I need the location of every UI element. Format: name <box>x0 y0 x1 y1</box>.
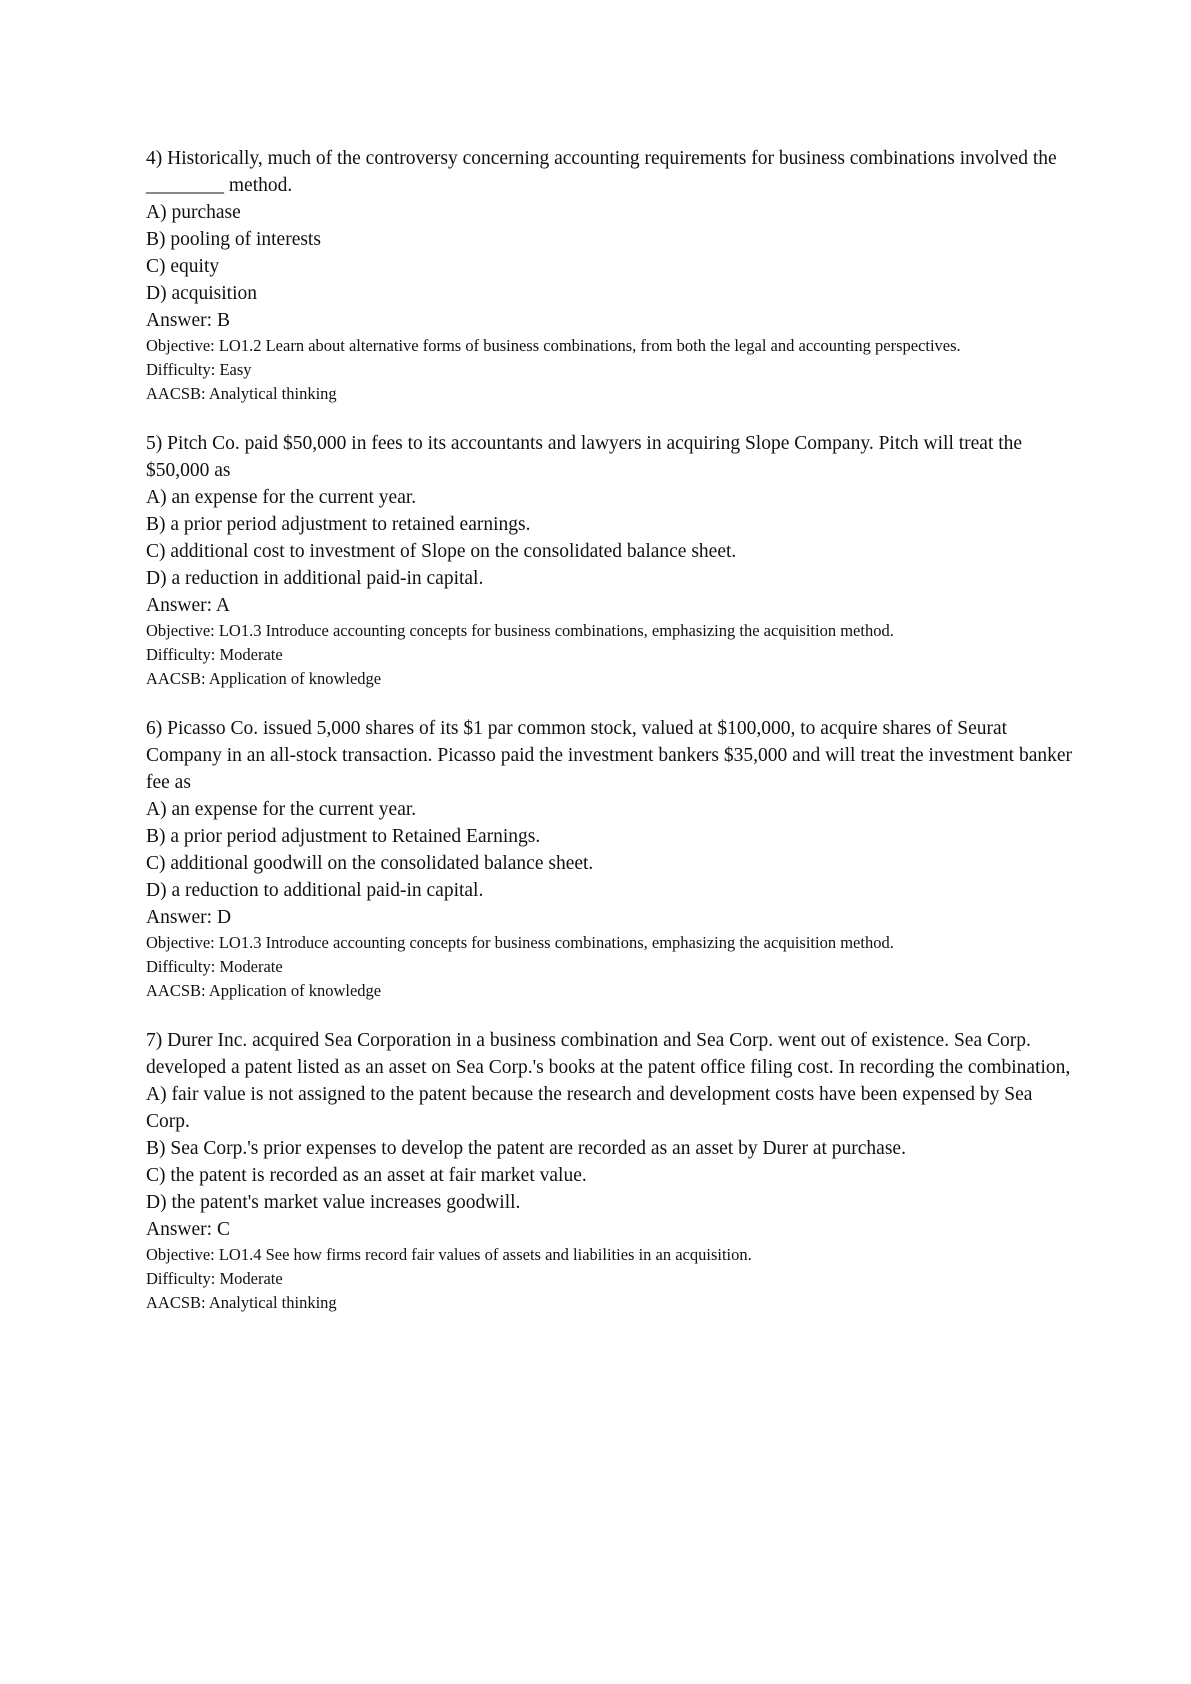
aacsb-line: AACSB: Analytical thinking <box>146 1293 337 1312</box>
objective-line: Objective: LO1.3 Introduce accounting concepts for business combinations, emphasizing the acquisition method. <box>146 933 894 952</box>
objective-line: Objective: LO1.3 Introduce accounting concepts for business combinations, emphasizing the acquisition method. <box>146 621 894 640</box>
option-a: A) an expense for the current year. <box>146 799 417 820</box>
question-stem: 7) Durer Inc. acquired Sea Corporation in a business combination and Sea Corp. went out of existence. Sea Corp. developed a patent listed as an asset on Sea Corp.'s books at the patent office filing cost. In recording the combination, <box>146 1030 1071 1078</box>
option-c: C) additional goodwill on the consolidated balance sheet. <box>146 853 594 874</box>
aacsb-line: AACSB: Application of knowledge <box>146 981 382 1000</box>
option-a: A) an expense for the current year. <box>146 487 417 508</box>
objective-line: Objective: LO1.4 See how firms record fair values of assets and liabilities in an acquisition. <box>146 1245 752 1264</box>
difficulty-line: Difficulty: Moderate <box>146 957 283 976</box>
question-stem: 6) Picasso Co. issued 5,000 shares of its $1 par common stock, valued at $100,000, to acquire shares of Seurat Company in an all-stock transaction. Picasso paid the investment bankers $35,000 and will treat the investment banker fee as <box>146 718 1073 793</box>
question-stem: 5) Pitch Co. paid $50,000 in fees to its accountants and lawyers in acquiring Slope Company. Pitch will treat the $50,000 as <box>146 433 1023 481</box>
difficulty-line: Difficulty: Moderate <box>146 645 283 664</box>
option-b: B) a prior period adjustment to Retained Earnings. <box>146 826 541 847</box>
option-c: C) equity <box>146 256 220 277</box>
option-a: A) purchase <box>146 202 241 223</box>
answer-line: Answer: A <box>146 595 230 616</box>
option-a: A) fair value is not assigned to the patent because the research and development costs have been expensed by Sea Corp. <box>146 1084 1033 1132</box>
difficulty-line: Difficulty: Easy <box>146 360 252 379</box>
difficulty-line: Difficulty: Moderate <box>146 1269 283 1288</box>
question-stem: 4) Historically, much of the controversy concerning accounting requirements for business combinations involved the ________ method. <box>146 148 1057 196</box>
option-b: B) Sea Corp.'s prior expenses to develop the patent are recorded as an asset by Durer at purchase. <box>146 1138 906 1159</box>
answer-line: Answer: C <box>146 1219 230 1240</box>
objective-line: Objective: LO1.2 Learn about alternative forms of business combinations, from both the legal and accounting perspectives. <box>146 336 961 355</box>
answer-line: Answer: D <box>146 907 232 928</box>
option-d: D) a reduction in additional paid-in capital. <box>146 568 484 589</box>
aacsb-line: AACSB: Analytical thinking <box>146 384 337 403</box>
answer-line: Answer: B <box>146 310 230 331</box>
option-c: C) additional cost to investment of Slope on the consolidated balance sheet. <box>146 541 737 562</box>
option-b: B) pooling of interests <box>146 229 321 250</box>
option-c: C) the patent is recorded as an asset at fair market value. <box>146 1165 587 1186</box>
option-d: D) acquisition <box>146 283 258 304</box>
question-6 <box>146 715 1076 1003</box>
option-b: B) a prior period adjustment to retained earnings. <box>146 514 531 535</box>
question-4 <box>146 145 1076 406</box>
document-page <box>146 145 1076 1339</box>
option-d: D) the patent's market value increases goodwill. <box>146 1192 521 1213</box>
aacsb-line: AACSB: Application of knowledge <box>146 669 382 688</box>
question-7 <box>146 1027 1076 1315</box>
question-5 <box>146 430 1076 691</box>
option-d: D) a reduction to additional paid-in capital. <box>146 880 484 901</box>
